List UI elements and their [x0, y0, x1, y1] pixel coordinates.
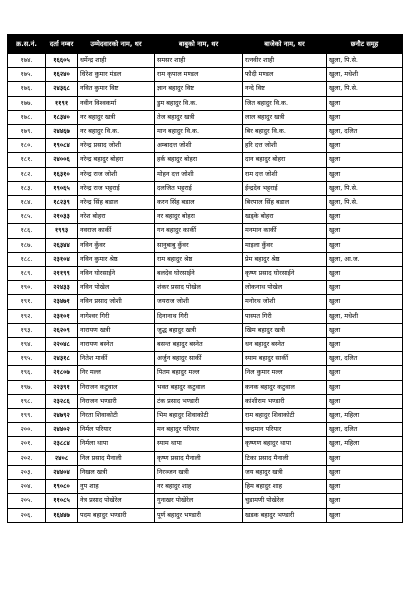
- cell-grandfather-name: कनक बहादुर कटुवाल: [243, 380, 327, 394]
- cell-selection-group: खुला: [327, 153, 403, 167]
- cell-candidate-name: निर मल्ल: [78, 366, 155, 380]
- cell-selection-group: खुला, पि.से.: [327, 181, 403, 195]
- cell-grandfather-name: बिर बहादुर वि.क.: [243, 125, 327, 139]
- table-row: [8, 465, 403, 479]
- cell-grandfather-name: स्याम बहादुर सार्की: [243, 352, 327, 366]
- cell-serial: १८५.: [8, 210, 46, 224]
- cell-grandfather-name: कृष्णण बहादुर थापा: [243, 437, 327, 451]
- table-row: [8, 210, 403, 224]
- cell-candidate-name: निराजन कटुवाल: [78, 380, 155, 394]
- cell-grandfather-name: लोकनाथ पोखेल: [243, 281, 327, 295]
- cell-selection-group: खुला: [327, 494, 403, 508]
- cell-serial: १८२.: [8, 167, 46, 181]
- cell-serial: १९४.: [8, 338, 46, 352]
- table-row: [8, 409, 403, 423]
- cell-selection-group: खुला, मधेशी: [327, 309, 403, 323]
- table-row: [8, 110, 403, 124]
- cell-selection-group: खुला: [327, 139, 403, 153]
- cell-serial: १८८.: [8, 252, 46, 266]
- cell-candidate-name: नवित कुमार विष्ट: [78, 82, 155, 96]
- cell-registration: २४३६८: [46, 82, 78, 96]
- cell-grandfather-name: लाल बहादुर खत्री: [243, 110, 327, 124]
- cell-registration: २१०३३: [46, 210, 78, 224]
- cell-father-name: गुनाखर पोखेरेल: [155, 494, 243, 508]
- cell-grandfather-name: मनमान कार्की: [243, 224, 327, 238]
- table-row: [8, 380, 403, 394]
- cell-grandfather-name: खडक बहादुर भण्डारी: [243, 508, 327, 522]
- cell-registration: १६२४०: [46, 68, 78, 82]
- cell-father-name: दिनानाथ गिरी: [155, 309, 243, 323]
- cell-serial: २०६.: [8, 508, 46, 522]
- cell-registration: २६२०९: [46, 323, 78, 337]
- table-row: [8, 323, 403, 337]
- cell-grandfather-name: दान बहादुर बोहरा: [243, 153, 327, 167]
- cell-candidate-name: धर्मेन्द्र शाही: [78, 54, 155, 68]
- cell-selection-group: खुला: [327, 323, 403, 337]
- cell-registration: १८२३९: [46, 196, 78, 210]
- cell-father-name: अर्जुन बहादुर सार्की: [155, 352, 243, 366]
- table-row: [8, 82, 403, 96]
- cell-registration: २३१०४: [46, 252, 78, 266]
- cell-father-name: स्याम थापा: [155, 437, 243, 451]
- cell-grandfather-name: कृष्ण प्रसाद घोरसाईने: [243, 267, 327, 281]
- cell-candidate-name: निर्मला थापा: [78, 437, 155, 451]
- cell-candidate-name: नर बहादुर खत्री: [78, 110, 155, 124]
- cell-serial: १९६.: [8, 366, 46, 380]
- cell-serial: १७९.: [8, 125, 46, 139]
- cell-father-name: बसन्त बहादुर बस्नेत: [155, 338, 243, 352]
- cell-selection-group: खुला, महिला: [327, 437, 403, 451]
- cell-registration: २११९९: [46, 267, 78, 281]
- cell-father-name: जुद्ध बहादुर खत्री: [155, 323, 243, 337]
- cell-grandfather-name: नन्दे विष्ट: [243, 82, 327, 96]
- cell-registration: १६३१०: [46, 167, 78, 181]
- cell-father-name: राम बहादुर श्रेष्ठ: [155, 252, 243, 266]
- cell-serial: १७६.: [8, 82, 46, 96]
- cell-serial: १९५.: [8, 352, 46, 366]
- cell-serial: १९७.: [8, 380, 46, 394]
- table-row: [8, 423, 403, 437]
- cell-selection-group: खुला, पि.से.: [327, 82, 403, 96]
- cell-father-name: दलजित भट्टराई: [155, 181, 243, 195]
- cell-grandfather-name: रत्नवीर शाही: [243, 54, 327, 68]
- cell-serial: १८१.: [8, 153, 46, 167]
- candidate-table: [7, 34, 403, 523]
- cell-selection-group: खुला: [327, 380, 403, 394]
- cell-father-name: पूर्ण बहादुर भण्डारी: [155, 508, 243, 522]
- cell-father-name: निरञ्जन खत्री: [155, 465, 243, 479]
- cell-serial: १७८.: [8, 110, 46, 124]
- cell-grandfather-name: निल कुमार मल्ल: [243, 366, 327, 380]
- cell-selection-group: खुला, पि.से.: [327, 54, 403, 68]
- cell-father-name: हर्क बहादुर बोहरा: [155, 153, 243, 167]
- cell-selection-group: खुला: [327, 480, 403, 494]
- cell-grandfather-name: कांशीराम भण्डारी: [243, 394, 327, 408]
- cell-grandfather-name: राम बहादुर शिवाकोटी: [243, 409, 327, 423]
- cell-candidate-name: नरेन्द्र राज भट्टराई: [78, 181, 155, 195]
- cell-selection-group: खुला: [327, 96, 403, 110]
- table-row: [8, 54, 403, 68]
- cell-candidate-name: नरेन्द्र प्रसाद जोशी: [78, 139, 155, 153]
- table-row: [8, 338, 403, 352]
- cell-registration: २३८८४: [46, 437, 78, 451]
- cell-selection-group: खुला, महिला: [327, 409, 403, 423]
- cell-registration: ११०८५: [46, 494, 78, 508]
- cell-candidate-name: निखल खत्री: [78, 465, 155, 479]
- cell-serial: १९१.: [8, 295, 46, 309]
- cell-grandfather-name: जित बहादुर वि.क.: [243, 96, 327, 110]
- cell-father-name: मोहन दत्त जोशी: [155, 167, 243, 181]
- cell-selection-group: खुला, मधेशी: [327, 68, 403, 82]
- cell-selection-group: खुला, दलित: [327, 352, 403, 366]
- cell-father-name: सानुबाबु कुँवर: [155, 238, 243, 252]
- cell-father-name: भिम बहादुर शिवाकोटी: [155, 409, 243, 423]
- cell-serial: २०३.: [8, 465, 46, 479]
- cell-registration: २२३९१: [46, 380, 78, 394]
- cell-father-name: अम्बादत्त जोशी: [155, 139, 243, 153]
- cell-registration: १८३४०: [46, 110, 78, 124]
- cell-grandfather-name: हिम बहादुर शाह: [243, 480, 327, 494]
- cell-candidate-name: नरेन्द्र राज जोशी: [78, 167, 155, 181]
- cell-registration: २४०८: [46, 451, 78, 465]
- cell-candidate-name: निर्मल परियार: [78, 423, 155, 437]
- cell-serial: २००.: [8, 423, 46, 437]
- cell-candidate-name: धिरेश कुमार मंडल: [78, 68, 155, 82]
- table-row: [8, 96, 403, 110]
- cell-grandfather-name: प्रेम बहादुर श्रेष्ठ: [243, 252, 327, 266]
- header-row: [8, 35, 403, 54]
- cell-registration: २४३१८: [46, 352, 78, 366]
- cell-registration: २४७९२: [46, 409, 78, 423]
- header-registration: दर्ता नम्बर: [46, 35, 78, 54]
- cell-serial: १८७.: [8, 238, 46, 252]
- header-selection-group: छनौट समूह: [327, 35, 403, 54]
- cell-grandfather-name: खड्के बोहरा: [243, 210, 327, 224]
- cell-father-name: जयराज जोशी: [155, 295, 243, 309]
- cell-selection-group: खुला: [327, 267, 403, 281]
- cell-registration: १६६०५: [46, 54, 78, 68]
- cell-father-name: टंक प्रसाद भण्डारी: [155, 394, 243, 408]
- cell-registration: १६४४७: [46, 508, 78, 522]
- cell-candidate-name: नारायण खत्री: [78, 323, 155, 337]
- cell-registration: १९०८४: [46, 139, 78, 153]
- cell-selection-group: खुला: [327, 110, 403, 124]
- table-row: [8, 238, 403, 252]
- cell-selection-group: खुला: [327, 238, 403, 252]
- cell-registration: २३४७१: [46, 295, 78, 309]
- cell-candidate-name: नारायण बस्नेत: [78, 338, 155, 352]
- table-row: [8, 480, 403, 494]
- cell-grandfather-name: टिका प्रसाद मैनाली: [243, 451, 327, 465]
- table-row: [8, 224, 403, 238]
- table-row: [8, 366, 403, 380]
- cell-serial: १७७.: [8, 96, 46, 110]
- table-row: [8, 196, 403, 210]
- cell-selection-group: खुला, दलित: [327, 423, 403, 437]
- cell-grandfather-name: चन्द्रमान परियार: [243, 423, 327, 437]
- cell-serial: १९२.: [8, 309, 46, 323]
- table-row: [8, 309, 403, 323]
- table-row: [8, 508, 403, 522]
- cell-candidate-name: नरेन्द्र बहादुर बोहरा: [78, 153, 155, 167]
- cell-candidate-name: नेत्र प्रसाद पोखेरेल: [78, 494, 155, 508]
- cell-candidate-name: पदम बहादुर भण्डारी: [78, 508, 155, 522]
- cell-father-name: राम कृपाल मण्डल: [155, 68, 243, 82]
- cell-father-name: मान बहादुर वि.क.: [155, 125, 243, 139]
- cell-father-name: गन बहादुर कार्की: [155, 224, 243, 238]
- cell-registration: २३२८६: [46, 394, 78, 408]
- cell-selection-group: खुला: [327, 281, 403, 295]
- table-row: [8, 437, 403, 451]
- cell-father-name: पितम बहादुर मल्ल: [155, 366, 243, 380]
- cell-candidate-name: नितेश मार्की: [78, 352, 155, 366]
- cell-registration: २३१०१: [46, 309, 78, 323]
- cell-grandfather-name: बिरपाल सिंह बडाल: [243, 196, 327, 210]
- cell-father-name: शंकर प्रसाद पोखेल: [155, 281, 243, 295]
- cell-grandfather-name: धन बहादुर बस्नेत: [243, 338, 327, 352]
- cell-serial: २०१.: [8, 437, 46, 451]
- cell-serial: १९९.: [8, 409, 46, 423]
- cell-candidate-name: नवीन विश्वकर्मा: [78, 96, 155, 110]
- cell-registration: २२४३३: [46, 281, 78, 295]
- cell-serial: १८३.: [8, 181, 46, 195]
- cell-grandfather-name: माइला कुँवर: [243, 238, 327, 252]
- cell-father-name: भक्त बहादुर कटुवाल: [155, 380, 243, 394]
- cell-grandfather-name: हरि दत्त जोशी: [243, 139, 327, 153]
- cell-grandfather-name: खिम बहादुर खत्री: [243, 323, 327, 337]
- cell-registration: २४००६: [46, 153, 78, 167]
- cell-registration: ११९१: [46, 96, 78, 110]
- cell-selection-group: खुला, आ.ज.: [327, 252, 403, 266]
- cell-father-name: करन सिंह बडाल: [155, 196, 243, 210]
- cell-registration: १९०८०: [46, 480, 78, 494]
- cell-registration: २२०४८: [46, 338, 78, 352]
- cell-grandfather-name: चुडामणी पोखेरेल: [243, 494, 327, 508]
- cell-registration: २१८०७: [46, 366, 78, 380]
- cell-selection-group: खुला: [327, 451, 403, 465]
- table-row: [8, 125, 403, 139]
- cell-serial: २०२.: [8, 451, 46, 465]
- cell-selection-group: खुला, पि.से.: [327, 196, 403, 210]
- cell-candidate-name: निराजन भण्डारी: [78, 394, 155, 408]
- cell-serial: १९३.: [8, 323, 46, 337]
- table-row: [8, 68, 403, 82]
- cell-serial: १८६.: [8, 224, 46, 238]
- table-body: [8, 54, 403, 523]
- cell-father-name: कृष्ण प्रसाद मैनाली: [155, 451, 243, 465]
- cell-grandfather-name: फौदी मण्डल: [243, 68, 327, 82]
- header-father-name: बाबुको नाम, थर: [155, 35, 243, 54]
- table-row: [8, 267, 403, 281]
- header-candidate-name: उम्मेदवारको नाम, थर: [78, 35, 155, 54]
- cell-selection-group: खुला: [327, 508, 403, 522]
- table-row: [8, 139, 403, 153]
- cell-serial: १७४.: [8, 54, 46, 68]
- cell-selection-group: खुला: [327, 224, 403, 238]
- table-row: [8, 494, 403, 508]
- cell-candidate-name: नरेन्द्र सिंह बडाल: [78, 196, 155, 210]
- cell-candidate-name: नविन घोरसाईने: [78, 267, 155, 281]
- cell-registration: १९०६५: [46, 181, 78, 195]
- cell-selection-group: खुला, दलित: [327, 125, 403, 139]
- cell-candidate-name: निरता शिवाकोटी: [78, 409, 155, 423]
- cell-grandfather-name: राम दत्त जोशी: [243, 167, 327, 181]
- cell-candidate-name: नविन पोखेल: [78, 281, 155, 295]
- cell-father-name: मन बहादुर परियार: [155, 423, 243, 437]
- cell-father-name: ज्ञान बहादुर विष्ट: [155, 82, 243, 96]
- table-row: [8, 352, 403, 366]
- cell-grandfather-name: पास्पत गिरी: [243, 309, 327, 323]
- cell-candidate-name: निल प्रसाद मैनाली: [78, 451, 155, 465]
- cell-father-name: बलदेव घोरसाईने: [155, 267, 243, 281]
- cell-grandfather-name: मनोरथ जोशी: [243, 295, 327, 309]
- cell-selection-group: खुला: [327, 167, 403, 181]
- cell-serial: १९८.: [8, 394, 46, 408]
- table-row: [8, 181, 403, 195]
- table-row: [8, 167, 403, 181]
- cell-candidate-name: नर बहादुर वि.क.: [78, 125, 155, 139]
- cell-candidate-name: नुप शाह: [78, 480, 155, 494]
- table-row: [8, 451, 403, 465]
- table-header: [8, 35, 403, 54]
- cell-candidate-name: नविन कुमार श्रेष्ठ: [78, 252, 155, 266]
- table-row: [8, 153, 403, 167]
- cell-candidate-name: नविन कुँवर: [78, 238, 155, 252]
- cell-serial: १७५.: [8, 68, 46, 82]
- table-row: [8, 295, 403, 309]
- header-serial: क्र.स.नं.: [8, 35, 46, 54]
- cell-candidate-name: नागेश्वर गिरी: [78, 309, 155, 323]
- cell-grandfather-name: ईन्द्रदेव भट्टराई: [243, 181, 327, 195]
- table-row: [8, 252, 403, 266]
- cell-selection-group: खुला: [327, 366, 403, 380]
- cell-registration: २६३४४: [46, 238, 78, 252]
- cell-father-name: डुम बहादुर वि.क.: [155, 96, 243, 110]
- cell-selection-group: खुला: [327, 394, 403, 408]
- cell-candidate-name: नरेश बोहरा: [78, 210, 155, 224]
- cell-registration: १९९३: [46, 224, 78, 238]
- header-grandfather-name: बाजेको नाम, थर: [243, 35, 327, 54]
- cell-registration: २४४०२: [46, 423, 78, 437]
- cell-selection-group: खुला: [327, 465, 403, 479]
- cell-registration: २४४६७: [46, 125, 78, 139]
- cell-serial: १९०.: [8, 281, 46, 295]
- cell-candidate-name: नवराज कार्की: [78, 224, 155, 238]
- cell-father-name: नर बहादुर शाह: [155, 480, 243, 494]
- cell-serial: २०५.: [8, 494, 46, 508]
- cell-candidate-name: नविन प्रसाद जोशी: [78, 295, 155, 309]
- cell-serial: १८९.: [8, 267, 46, 281]
- cell-selection-group: खुला: [327, 338, 403, 352]
- cell-father-name: समसर शाही: [155, 54, 243, 68]
- cell-selection-group: खुला: [327, 295, 403, 309]
- cell-grandfather-name: जय बहादुर खत्री: [243, 465, 327, 479]
- cell-serial: १८४.: [8, 196, 46, 210]
- cell-father-name: तेज बहादुर खत्री: [155, 110, 243, 124]
- cell-father-name: नर बहादुर बोहरा: [155, 210, 243, 224]
- cell-selection-group: खुला: [327, 210, 403, 224]
- table-row: [8, 281, 403, 295]
- table-row: [8, 394, 403, 408]
- cell-serial: १८०.: [8, 139, 46, 153]
- cell-registration: २४४०४: [46, 465, 78, 479]
- cell-serial: २०४.: [8, 480, 46, 494]
